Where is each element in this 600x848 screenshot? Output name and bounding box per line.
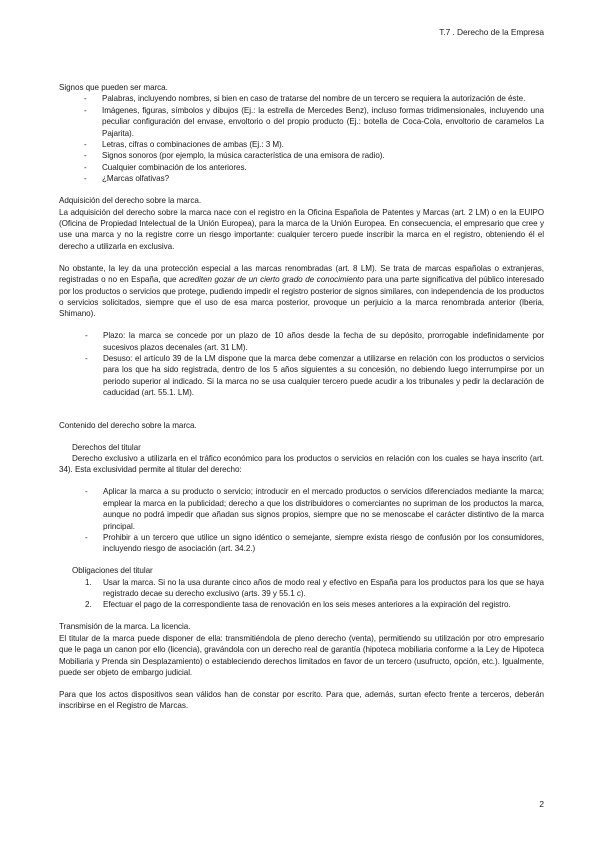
- section-heading-contenido: Contenido del derecho sobre la marca.: [59, 420, 197, 430]
- page-number: 2: [539, 799, 544, 809]
- section-heading-signos: Signos que pueden ser marca.: [59, 83, 168, 92]
- signos-list: [59, 93, 544, 184]
- subheading-obligaciones: Obligaciones del titular: [72, 566, 153, 576]
- document-body: [59, 82, 544, 712]
- list-item: - Letras, cifras o combinaciones de ambas (Ej.: 3 M).: [84, 140, 284, 150]
- plazo-desuso-list: [59, 330, 544, 398]
- list-item: - Aplicar la marca a su producto o servicio; introducir en el mercado productos o servicios diferenciados mediante la marca; emplear la marca en la publicidad; derecho a que los distribuidores o comerciantes no supriman de los productos la marca, aunque no podrá impedir que añadan sus signos propios, siempre que no se menoscabe el carácter distintivo de la marca principal.: [85, 487, 544, 531]
- derechos-list: [59, 486, 544, 554]
- list-item: 2. Efectuar el pago de la correspondiente tasa de renovación en los seis meses anteriores a la expiración del registro.: [85, 600, 511, 610]
- paragraph: Para que los actos dispositivos sean válidos han de constar por escrito. Para que, además, surtan efecto frente a terceros, deberán inscribirse en el Registro de Marcas.: [59, 689, 544, 711]
- obligaciones-list: [59, 577, 544, 611]
- section-heading-adquisicion: Adquisición del derecho sobre la marca.: [59, 196, 202, 206]
- list-item: - Palabras, incluyendo nombres, si bien en caso de tratarse del nombre de un tercero se requiera la autorización de éste.: [84, 94, 526, 104]
- paragraph: No obstante, la ley da una protección especial a las marcas renombradas (art. 8 LM). Se trata de marcas españolas o extranjeras, registradas o no en España, que acrediten gozar de un cierto grado de conocimiento para una parte significativa del público interesado por los productos o servicios que protege, pudiendo impedir el registro posterior de signos similares, con independencia de los productos o servicios solicitados, siempre que el uso de esa marca posterior, provoque un perjuicio a la marca renombrada anterior (Iberia, Shimano).: [59, 263, 544, 319]
- subheading-derechos: Derechos del titular: [72, 442, 141, 452]
- list-item: - Desuso: el artículo 39 de la LM dispone que la marca debe comenzar a utilizarse en relación con los productos o servicios para los que ha sido registrada, dentro de los 5 años siguientes a su concesión, no debiendo luego interrumpirse por un periodo superior al indicado. Si la marca no se usa cualquier tercero puede acudir a los tribunales y pedir la declaración de caducidad (art. 55.1. LM).: [85, 354, 544, 398]
- paragraph: El titular de la marca puede disponer de ella: transmitiéndola de pleno derecho (venta), permitiendo su utilización por otro empresario que le paga un canon por ello (licencia), gravándola con un derecho real de garantía (hipoteca mobiliaria conforme a la Ley de Hipoteca Mobiliaria y Prenda sin Desplazamiento) o estableciendo derechos limitados en favor de un tercero (usufructo, opción, etc.). Igualmente, puede ser objeto de embargo judicial.: [59, 633, 544, 677]
- list-item: - Imágenes, figuras, símbolos y dibujos (Ej.: la estrella de Mercedes Benz), incluso formas tridimensionales, incluyendo una peculiar configuración del envase, envoltorio o del propio producto (Ej.: botella de Coca-Cola, envoltorio de caramelos La Pajarita).: [84, 105, 544, 138]
- list-item: 1. Usar la marca. Si no la usa durante cinco años de modo real y efectivo en España para los productos para los que se haya registrado decae su derecho exclusivo (arts. 39 y 55.1 c).: [85, 577, 544, 599]
- list-item: - Cualquier combinación de los anteriores.: [84, 162, 247, 172]
- list-item: - Plazo: la marca se concede por un plazo de 10 años desde la fecha de su depósito, prorrogable indefinidamente por sucesivos plazos decenales (art. 31 LM).: [85, 331, 544, 352]
- section-heading-transmision: Transmisión de la marca. La licencia.: [59, 622, 191, 632]
- list-item: - ¿Marcas olfativas?: [84, 174, 170, 184]
- list-item: - Prohibir a un tercero que utilice un signo idéntico o semejante, siempre exista riesgo de confusión por los consumidores, incluyendo riesgo de asociación (art. 34.2.): [85, 532, 544, 554]
- paragraph: Derecho exclusivo a utilizarla en el tráfico económico para los productos o servicios en relación con los cuales se haya inscrito (art. 34). Esta exclusividad permite al titular del derecho:: [59, 453, 544, 475]
- page-header: T.7 . Derecho de la Empresa: [439, 27, 544, 37]
- list-item: - Signos sonoros (por ejemplo, la música característica de una emisora de radio).: [84, 151, 385, 161]
- paragraph: La adquisición del derecho sobre la marca nace con el registro en la Oficina Española de Patentes y Marcas (art. 2 LM) o en la EUIPO (Oficina de Propiedad Intelectual de la Unión Europea), para la marca de la Unión Europea. En consecuencia, el empresario que cree y use una marca y no la registre corre un riesgo importante: cualquier tercero puede inscribir la marca en el registro, obteniendo él el derecho a utilizarla en exclusiva.: [59, 207, 544, 251]
